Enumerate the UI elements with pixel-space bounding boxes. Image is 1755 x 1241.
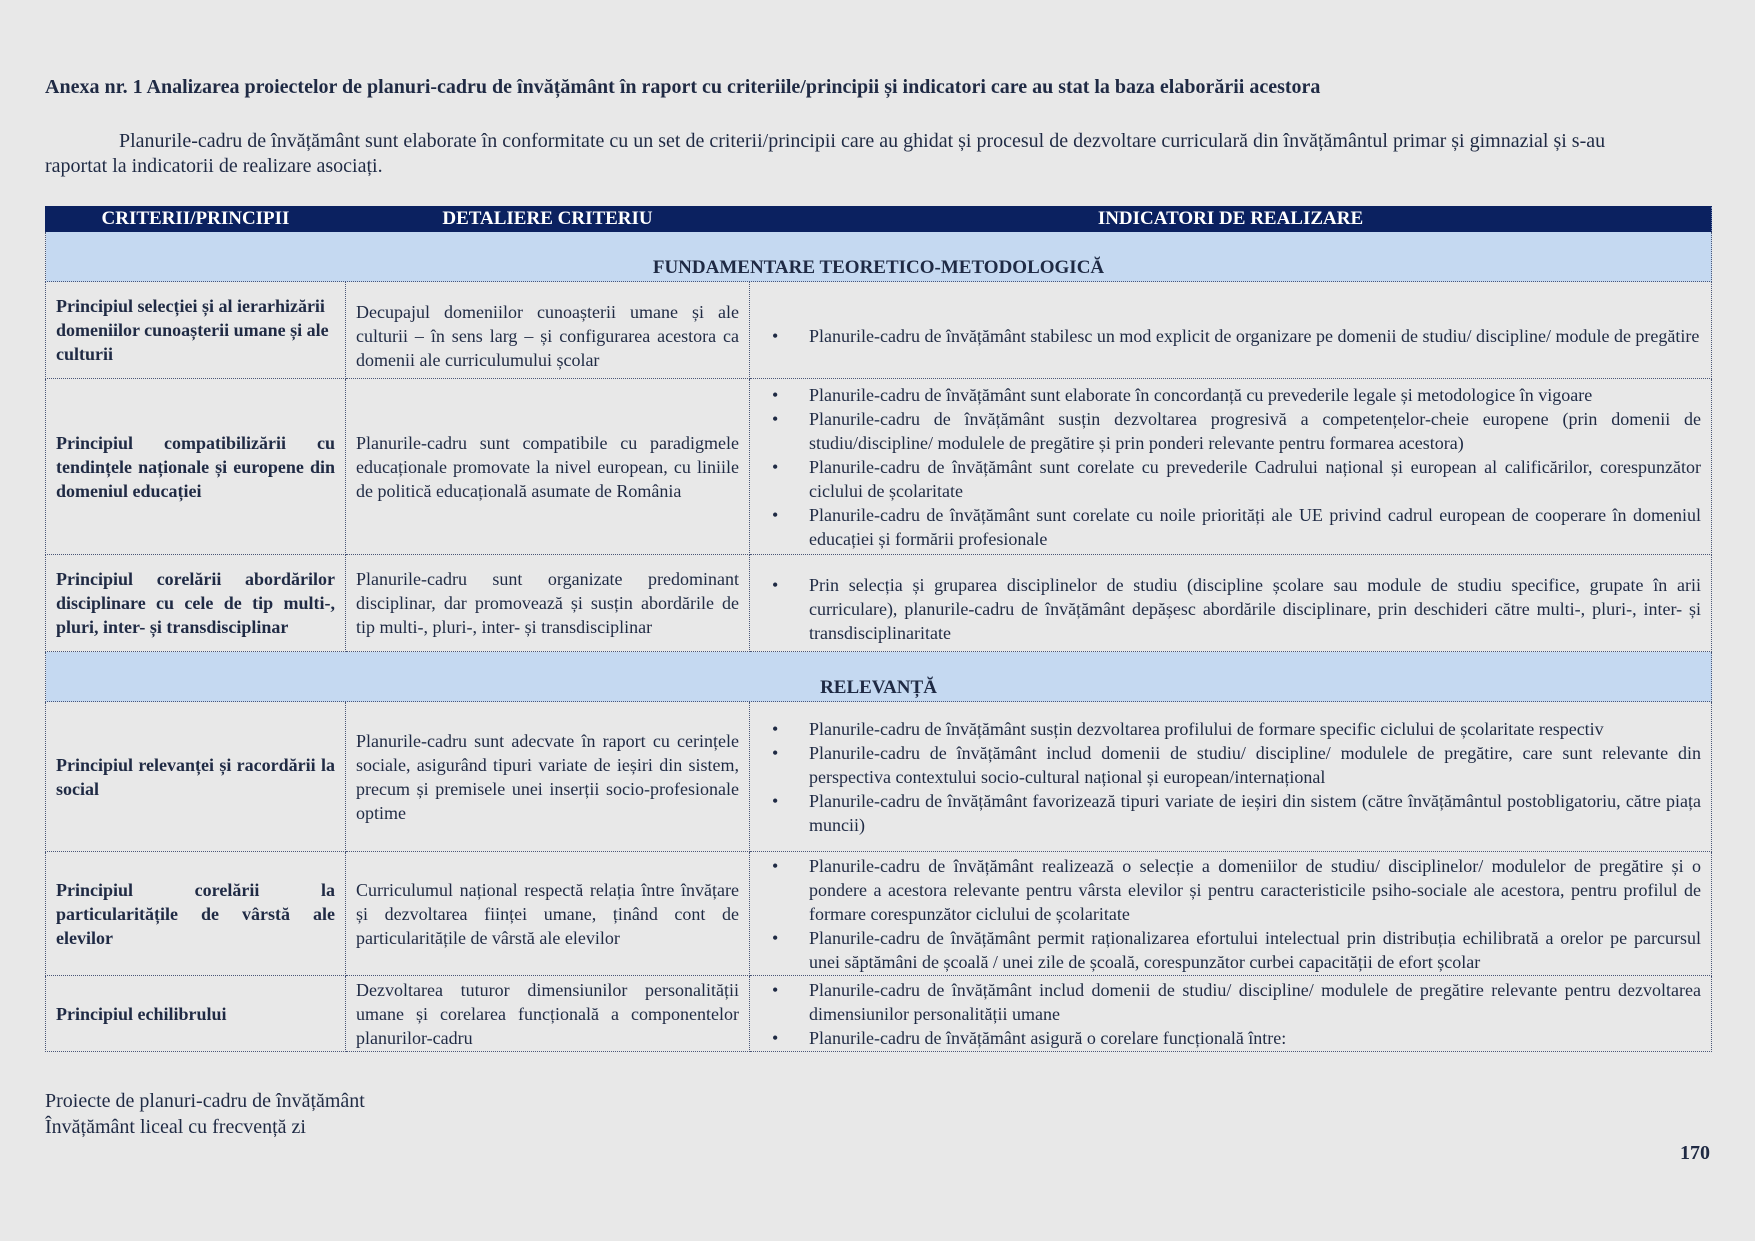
table-header-row bbox=[46, 207, 1712, 232]
principle-cell: Principiul relevanței și racordării la social bbox=[46, 702, 346, 852]
detail-cell: Planurile-cadru sunt compatibile cu paradigmele educaționale promovate la nivel european, cu liniile de politică educațională asumate de România bbox=[346, 379, 750, 555]
list-item: • Planurile-cadru de învățământ sunt corelate cu prevederile Cadrului național și european al calificărilor, corespunzător ciclului de școlaritate bbox=[760, 455, 1701, 503]
list-item: • Planurile-cadru de învățământ stabilesc un mod explicit de organizare pe domenii de studiu/ discipline/ module de pregătire bbox=[760, 324, 1701, 348]
header-criteria: CRITERII/PRINCIPII bbox=[46, 207, 346, 232]
indicators-cell bbox=[750, 379, 1712, 555]
indicators-cell bbox=[750, 702, 1712, 852]
footer-document-title: Proiecte de planuri-cadru de învățământ bbox=[45, 1090, 365, 1112]
list-item: • Planurile-cadru de învățământ susțin dezvoltarea profilului de formare specific ciclului de școlaritate respectiv bbox=[760, 717, 1701, 741]
detail-cell: Planurile-cadru sunt adecvate în raport cu cerințele sociale, asigurând tipuri variate de ieșiri din sistem, precum și premisele unei inserții socio-profesionale optime bbox=[346, 702, 750, 852]
detail-cell: Dezvoltarea tuturor dimensiunilor personalității umane și corelarea funcțională a componentelor planurilor-cadru bbox=[346, 976, 750, 1052]
principle-cell: Principiul corelării la particularitățile de vârstă ale elevilor bbox=[46, 852, 346, 976]
table-row bbox=[46, 702, 1712, 852]
principle-cell: Principiul corelării abordărilor disciplinare cu cele de tip multi-, pluri, inter- și transdisciplinar bbox=[46, 555, 346, 652]
principle-cell: Principiul selecției și al ierarhizării domeniilor cunoașterii umane și ale culturii bbox=[46, 282, 346, 379]
principle-cell: Principiul echilibrului bbox=[46, 976, 346, 1052]
section-title: RELEVANȚĂ bbox=[46, 652, 1712, 702]
list-item: • Planurile-cadru de învățământ susțin dezvoltarea progresivă a competențelor-cheie europene (prin domenii de studiu/discipline/ modulele de pregătire și prin ponderi relevante pentru formarea acestora) bbox=[760, 407, 1701, 455]
section-row bbox=[46, 652, 1712, 702]
header-detail: DETALIERE CRITERIU bbox=[346, 207, 750, 232]
detail-cell: Planurile-cadru sunt organizate predominant disciplinar, dar promovează și susțin abordările de tip multi-, pluri-, inter- și transdisciplinar bbox=[346, 555, 750, 652]
list-item: • Planurile-cadru de învățământ asigură o corelare funcțională între: bbox=[760, 1026, 1701, 1050]
page-title: Anexa nr. 1 Analizarea proiectelor de planuri-cadru de învățământ în raport cu criteriile/principii și indicatori care au stat la baza elaborării acestora bbox=[45, 76, 1321, 98]
principle-cell: Principiul compatibilizării cu tendințele naționale și europene din domeniul educației bbox=[46, 379, 346, 555]
intro-paragraph: Planurile-cadru de învățământ sunt elaborate în conformitate cu un set de criterii/principii care au ghidat și procesul de dezvoltare curriculară din învățământul primar și gimnazial și s-au raportat la indicatorii de realizare asociați. bbox=[45, 130, 1606, 177]
page-number: 170 bbox=[1680, 1142, 1710, 1164]
detail-cell: Decupajul domeniilor cunoașterii umane și ale culturii – în sens larg – și configurarea acestora ca domenii ale curriculumului școlar bbox=[346, 282, 750, 379]
header-indicators: INDICATORI DE REALIZARE bbox=[750, 207, 1712, 232]
indicators-cell bbox=[750, 976, 1712, 1052]
list-item: • Planurile-cadru de învățământ sunt corelate cu noile priorități ale UE privind cadrul european de cooperare în domeniul educației și formării profesionale bbox=[760, 503, 1701, 551]
indicators-cell bbox=[750, 555, 1712, 652]
list-item: • Planurile-cadru de învățământ realizează o selecție a domeniilor de studiu/ disciplinelor/ modulelor de pregătire și o pondere a acestora relevante pentru vârsta elevilor și pentru caracteristicile psiho-sociale ale acestora, pentru profilul de formare corespunzător ciclului de școlaritate bbox=[760, 854, 1701, 926]
list-item: • Prin selecția și gruparea disciplinelor de studiu (discipline școlare sau module de studiu specifice, grupate în arii curriculare), planurile-cadru de învățământ depășesc abordările disciplinare, prin deschideri către multi-, pluri-, inter- și transdisciplinaritate bbox=[760, 573, 1701, 645]
criteria-table bbox=[45, 206, 1712, 1052]
list-item: • Planurile-cadru de învățământ includ domenii de studiu/ discipline/ modulele de pregătire, care sunt relevante din perspectiva contextului socio-cultural național și european/internațional bbox=[760, 741, 1701, 789]
list-item: • Planurile-cadru de învățământ permit raționalizarea efortului intelectual prin distribuția echilibrată a orelor pe parcursul unei săptămâni de școală / unei zile de școală, corespunzător curbei capacității de efort școlar bbox=[760, 926, 1701, 974]
table-row bbox=[46, 282, 1712, 379]
section-title: FUNDAMENTARE TEORETICO-METODOLOGICĂ bbox=[46, 232, 1712, 282]
table-row bbox=[46, 852, 1712, 976]
indicators-cell bbox=[750, 282, 1712, 379]
table-row bbox=[46, 555, 1712, 652]
indicators-cell bbox=[750, 852, 1712, 976]
section-row bbox=[46, 232, 1712, 282]
list-item: • Planurile-cadru de învățământ includ domenii de studiu/ discipline/ modulele de pregătire relevante pentru dezvoltarea dimensiunilor personalității umane bbox=[760, 978, 1701, 1026]
footer-document-subtitle: Învățământ liceal cu frecvență zi bbox=[45, 1116, 306, 1138]
list-item: • Planurile-cadru de învățământ sunt elaborate în concordanță cu prevederile legale și metodologice în vigoare bbox=[760, 383, 1701, 407]
table-row bbox=[46, 379, 1712, 555]
list-item: • Planurile-cadru de învățământ favorizează tipuri variate de ieșiri din sistem (către învățământul postobligatoriu, către piața muncii) bbox=[760, 789, 1701, 837]
detail-cell: Curriculumul național respectă relația între învățare și dezvoltarea ființei umane, ținând cont de particularitățile de vârstă ale elevilor bbox=[346, 852, 750, 976]
table-row bbox=[46, 976, 1712, 1052]
